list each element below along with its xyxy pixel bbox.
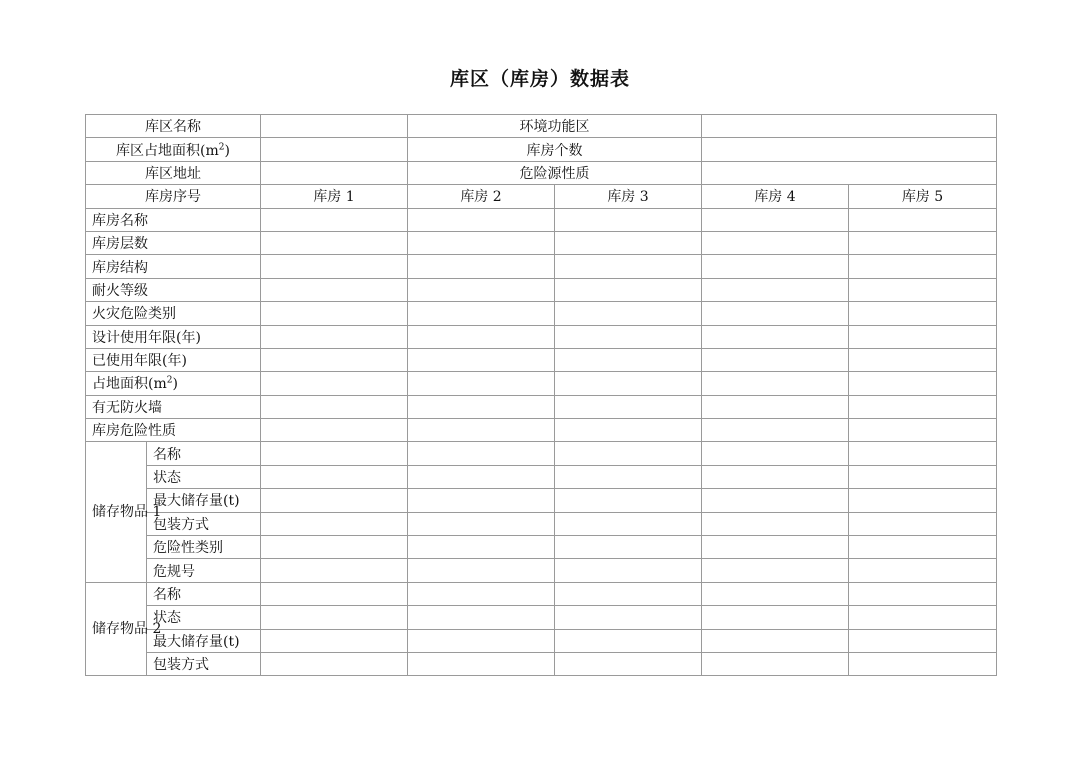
row-label: 已使用年限(年) xyxy=(86,348,261,371)
row-label-area: 占地面积$(m^2)$ xyxy=(86,372,261,395)
table-cell[interactable] xyxy=(555,325,702,348)
sub-row-label: 名称 xyxy=(147,442,261,465)
table-cell[interactable] xyxy=(408,302,555,325)
info-row-address xyxy=(86,161,997,184)
table-cell[interactable] xyxy=(555,278,702,301)
table-cell[interactable] xyxy=(555,582,702,605)
table-row xyxy=(86,582,997,605)
table-cell[interactable] xyxy=(849,255,997,278)
table-cell[interactable] xyxy=(702,652,849,675)
table-cell[interactable] xyxy=(702,325,849,348)
table-cell[interactable] xyxy=(555,395,702,418)
column-header-4: 库房 4 xyxy=(702,185,849,208)
page-title: 库区（库房）数据表 xyxy=(449,68,630,90)
table-cell[interactable] xyxy=(555,302,702,325)
hazard-nature-label: 危险源性质 xyxy=(408,161,702,184)
table-cell[interactable] xyxy=(555,606,702,629)
table-row xyxy=(86,559,997,582)
table-cell[interactable] xyxy=(261,278,408,301)
table-cell[interactable] xyxy=(849,559,997,582)
table-row xyxy=(86,255,997,278)
serial-header: 库房序号 xyxy=(86,185,261,208)
sub-row-label: 状态 xyxy=(147,606,261,629)
occupied-area-label: 库区占地面积$(m^2)$ xyxy=(86,138,261,161)
table-cell[interactable] xyxy=(261,512,408,535)
sub-row-label: 状态 xyxy=(147,465,261,488)
column-header-2: 库房 2 xyxy=(408,185,555,208)
table-cell[interactable] xyxy=(408,231,555,254)
table-row xyxy=(86,629,997,652)
table-cell[interactable] xyxy=(555,536,702,559)
table-row xyxy=(86,302,997,325)
table-cell[interactable] xyxy=(849,372,997,395)
column-header-1: 库房 1 xyxy=(261,185,408,208)
address-label: 库区地址 xyxy=(86,161,261,184)
sub-row-label: 危规号 xyxy=(147,559,261,582)
goods1-group-label: 储存物品 1 xyxy=(86,442,147,582)
table-cell[interactable] xyxy=(702,559,849,582)
table-cell[interactable] xyxy=(702,302,849,325)
table-cell[interactable] xyxy=(408,208,555,231)
sub-row-label: 危险性类别 xyxy=(147,536,261,559)
table-cell[interactable] xyxy=(702,419,849,442)
table-cell[interactable] xyxy=(702,536,849,559)
table-row xyxy=(86,325,997,348)
table-cell[interactable] xyxy=(408,512,555,535)
table-cell[interactable] xyxy=(408,489,555,512)
table-row xyxy=(86,465,997,488)
table-cell[interactable] xyxy=(261,325,408,348)
warehouse-data-table xyxy=(85,114,997,676)
table-cell[interactable] xyxy=(702,489,849,512)
table-cell[interactable] xyxy=(408,395,555,418)
table-cell[interactable] xyxy=(702,512,849,535)
table-cell[interactable] xyxy=(702,582,849,605)
table-row xyxy=(86,395,997,418)
info-row-area-name xyxy=(86,115,997,138)
table-cell[interactable] xyxy=(261,536,408,559)
table-cell[interactable] xyxy=(408,582,555,605)
table-cell[interactable] xyxy=(408,255,555,278)
table-cell[interactable] xyxy=(849,536,997,559)
table-cell[interactable] xyxy=(555,419,702,442)
table-row xyxy=(86,348,997,371)
table-cell[interactable] xyxy=(849,629,997,652)
table-cell[interactable] xyxy=(555,255,702,278)
sub-row-label: 最大储存量(t) xyxy=(147,629,261,652)
table-cell[interactable] xyxy=(849,442,997,465)
env-zone-label: 环境功能区 xyxy=(408,115,702,138)
sub-row-label: 包装方式 xyxy=(147,512,261,535)
table-cell[interactable] xyxy=(849,465,997,488)
row-label: 库房危险性质 xyxy=(86,419,261,442)
table-cell[interactable] xyxy=(408,652,555,675)
table-cell[interactable] xyxy=(849,489,997,512)
table-cell[interactable] xyxy=(261,606,408,629)
table-cell[interactable] xyxy=(555,489,702,512)
table-cell[interactable] xyxy=(849,419,997,442)
table-cell[interactable] xyxy=(408,536,555,559)
sub-row-label: 包装方式 xyxy=(147,652,261,675)
table-cell[interactable] xyxy=(261,419,408,442)
table-cell[interactable] xyxy=(849,325,997,348)
table-cell[interactable] xyxy=(702,255,849,278)
table-cell[interactable] xyxy=(261,465,408,488)
goods2-group-label: 储存物品 2 xyxy=(86,582,147,676)
table-cell[interactable] xyxy=(261,372,408,395)
table-cell[interactable] xyxy=(849,208,997,231)
table-cell[interactable] xyxy=(849,582,997,605)
table-cell[interactable] xyxy=(702,208,849,231)
table-cell[interactable] xyxy=(408,629,555,652)
table-cell[interactable] xyxy=(702,629,849,652)
table-cell[interactable] xyxy=(261,255,408,278)
row-label: 库房结构 xyxy=(86,255,261,278)
sub-row-label: 最大储存量(t) xyxy=(147,489,261,512)
table-row xyxy=(86,419,997,442)
table-cell[interactable] xyxy=(555,348,702,371)
table-cell[interactable] xyxy=(555,512,702,535)
area-name-label: 库区名称 xyxy=(86,115,261,138)
table-cell[interactable] xyxy=(702,606,849,629)
table-cell[interactable] xyxy=(702,348,849,371)
table-row xyxy=(86,489,997,512)
table-cell[interactable] xyxy=(849,348,997,371)
column-header-3: 库房 3 xyxy=(555,185,702,208)
row-label: 库房层数 xyxy=(86,231,261,254)
table-cell[interactable] xyxy=(261,489,408,512)
warehouse-count-value[interactable] xyxy=(702,138,997,161)
table-row xyxy=(86,606,997,629)
table-row xyxy=(86,442,997,465)
table-cell[interactable] xyxy=(555,465,702,488)
table-cell[interactable] xyxy=(408,606,555,629)
table-cell[interactable] xyxy=(408,559,555,582)
row-label: 火灾危险类别 xyxy=(86,302,261,325)
warehouse-count-label: 库房个数 xyxy=(408,138,702,161)
info-row-occupied-area xyxy=(86,138,997,161)
table-cell[interactable] xyxy=(261,208,408,231)
table-cell[interactable] xyxy=(261,348,408,371)
table-cell[interactable] xyxy=(261,302,408,325)
occupied-area-value[interactable] xyxy=(261,138,408,161)
table-cell[interactable] xyxy=(261,559,408,582)
table-row xyxy=(86,652,997,675)
row-label: 耐火等级 xyxy=(86,278,261,301)
table-row xyxy=(86,278,997,301)
table-cell[interactable] xyxy=(408,325,555,348)
address-value[interactable] xyxy=(261,161,408,184)
table-cell[interactable] xyxy=(849,395,997,418)
table-cell[interactable] xyxy=(408,419,555,442)
table-cell[interactable] xyxy=(555,231,702,254)
column-header-5: 库房 5 xyxy=(849,185,997,208)
table-row xyxy=(86,536,997,559)
table-cell[interactable] xyxy=(702,372,849,395)
table-cell[interactable] xyxy=(261,231,408,254)
table-cell[interactable] xyxy=(408,348,555,371)
row-label: 设计使用年限(年) xyxy=(86,325,261,348)
table-cell[interactable] xyxy=(408,278,555,301)
table-row xyxy=(86,512,997,535)
row-label: 库房名称 xyxy=(86,208,261,231)
table-cell[interactable] xyxy=(849,302,997,325)
table-cell[interactable] xyxy=(261,395,408,418)
table-cell[interactable] xyxy=(702,442,849,465)
area-name-value[interactable] xyxy=(261,115,408,138)
table-cell[interactable] xyxy=(849,652,997,675)
table-cell[interactable] xyxy=(555,372,702,395)
table-cell[interactable] xyxy=(702,231,849,254)
table-cell[interactable] xyxy=(849,231,997,254)
table-cell[interactable] xyxy=(702,395,849,418)
table-cell[interactable] xyxy=(408,465,555,488)
row-label: 有无防火墙 xyxy=(86,395,261,418)
table-cell[interactable] xyxy=(261,629,408,652)
table-cell[interactable] xyxy=(702,465,849,488)
table-cell[interactable] xyxy=(408,372,555,395)
table-cell[interactable] xyxy=(702,278,849,301)
table-cell[interactable] xyxy=(555,208,702,231)
table-cell[interactable] xyxy=(555,442,702,465)
table-row xyxy=(86,372,997,395)
env-zone-value[interactable] xyxy=(702,115,997,138)
table-cell[interactable] xyxy=(261,652,408,675)
table-row xyxy=(86,208,997,231)
table-cell[interactable] xyxy=(849,606,997,629)
table-cell[interactable] xyxy=(849,278,997,301)
table-cell[interactable] xyxy=(408,442,555,465)
table-cell[interactable] xyxy=(261,582,408,605)
table-cell[interactable] xyxy=(849,512,997,535)
table-cell[interactable] xyxy=(555,559,702,582)
hazard-nature-value[interactable] xyxy=(702,161,997,184)
table-row xyxy=(86,231,997,254)
table-cell[interactable] xyxy=(261,442,408,465)
header-row xyxy=(86,185,997,208)
table-cell[interactable] xyxy=(555,629,702,652)
sub-row-label: 名称 xyxy=(147,582,261,605)
table-cell[interactable] xyxy=(555,652,702,675)
